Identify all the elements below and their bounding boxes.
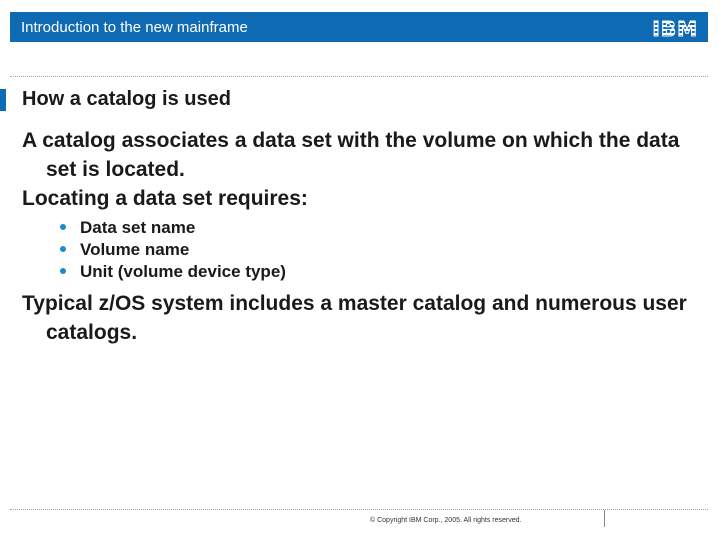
list-item-label: Data set name	[80, 218, 196, 237]
list-item-label: Volume name	[80, 240, 190, 259]
title-marker	[0, 89, 6, 111]
bullet-icon	[60, 268, 66, 274]
paragraph-system-catalogs: Typical z/OS system includes a master catalog and numerous user catalogs.	[22, 292, 687, 344]
paragraph-locating-requirements: Locating a data set requires:	[22, 187, 308, 210]
paragraph-catalog-definition: A catalog associates a data set with the volume on which the data set is located.	[22, 129, 680, 181]
list-item	[56, 217, 692, 239]
bullet-icon	[60, 246, 66, 252]
list-item-label: Unit (volume device type)	[80, 262, 286, 281]
bullet-icon	[60, 224, 66, 230]
requirements-list	[22, 217, 692, 283]
header-bar	[10, 12, 708, 42]
title-divider	[10, 76, 708, 77]
list-item	[56, 261, 692, 283]
ibm-logo: IBM	[652, 17, 698, 41]
list-item	[56, 239, 692, 261]
footer-separator	[604, 510, 605, 527]
slide-body	[22, 126, 692, 347]
header-title: Introduction to the new mainframe	[21, 19, 248, 36]
copyright-notice: © Copyright IBM Corp., 2005. All rights reserved.	[370, 517, 522, 524]
slide-title: How a catalog is used	[22, 88, 231, 110]
